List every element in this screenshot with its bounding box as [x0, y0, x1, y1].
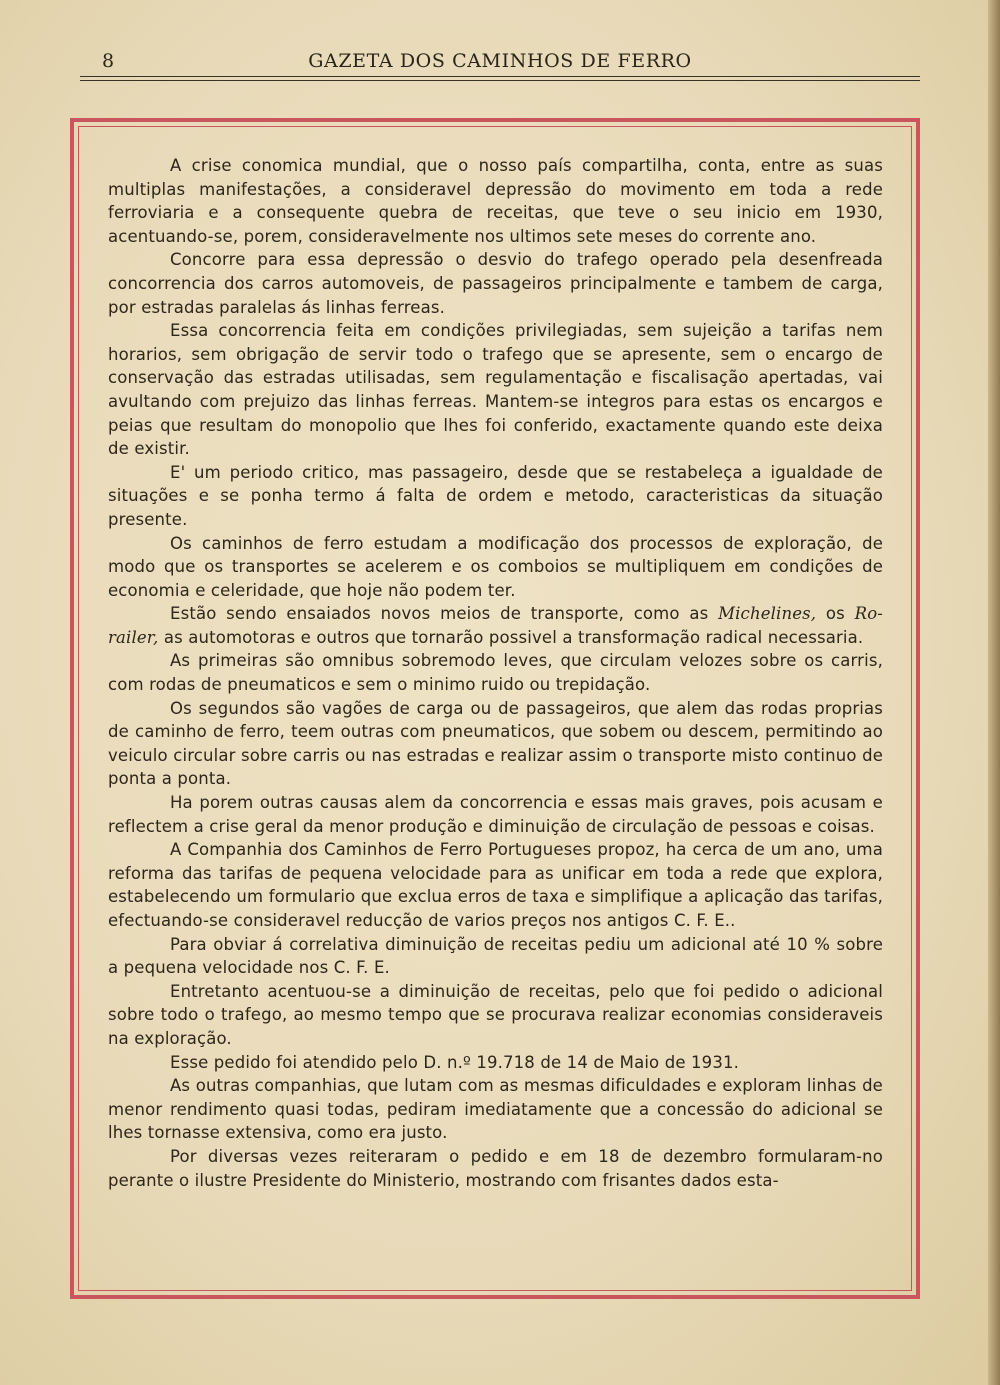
header-rule [80, 80, 920, 81]
paragraph-text: os [816, 604, 855, 624]
paragraph: Ha porem outras causas alem da concorrencia e essas mais graves, pois acusam e reflectem a crise geral da menor produção e diminuição de circulação de pessoas e coisas. [108, 793, 883, 836]
paragraph: Para obviar á correlativa diminuição de receitas pediu um adicional até 10 % sobre a pequena velocidade nos C. F. E. [108, 934, 883, 978]
paragraph: Por diversas vezes reiteraram o pedido e em 18 de dezembro formularam-no perante o ilustre Presidente do Ministerio, mostrando com frisantes dados esta- [108, 1146, 883, 1190]
paragraph: A Companhia dos Caminhos de Ferro Portugueses propoz, ha cerca de um ano, uma reforma das tarifas de pequena velocidade para as unificar em toda a rede que explora, estabelecendo um formulario que exclua erros de taxa e simplifique a aplicação das tarifas, efectuando-se consideravel reducção de varios preços nos antigos C. F. E.. [108, 840, 883, 930]
paragraph-text: as automotoras e outros que tornarão possivel a transformação radical necessaria. [158, 627, 864, 647]
paragraph: As primeiras são omnibus sobremodo leves, que circulam velozes sobre os carris, com rodas de pneumaticos e sem o minimo ruido ou trepidação. [108, 651, 883, 695]
paragraph-new-transport [108, 602, 883, 649]
paragraph: A crise conomica mundial, que o nosso país compartilha, conta, entre as suas multiplas manifestações, a consideravel depressão do movimento em toda a rede ferroviaria e a consequente quebra de receitas, que teve o seu inicio em 1930, acentuando-se, porem, consideravelmente nos ultimos sete meses do corrente ano. [108, 156, 883, 246]
italic-term: Ro-railer, [108, 604, 884, 647]
paragraph: Essa concorrencia feita em condições privilegiadas, sem sujeição a tarifas nem horarios, sem obrigação de servir todo o trafego que se apresente, sem o encargo de conservação das estradas utilisadas, sem regulamentação e fiscalisação apertadas, vai avultando com prejuizo das linhas ferreas. Mantem-se integros para estas os encargos e peias que resultam do monopolio que lhes foi conferido, exactamente quando este deixa de existir. [108, 321, 883, 459]
paragraph: Os caminhos de ferro estudam a modificação dos processos de exploração, de modo que os transportes se acelerem e os comboios se multipliquem em condições de economia e celeridade, que hoje não podem ter. [108, 533, 883, 600]
paragraph: Esse pedido foi atendido pelo D. n.º 19.718 de 14 de Maio de 1931. [170, 1052, 740, 1072]
page-number: 8 [102, 50, 115, 72]
paragraph: Concorre para essa depressão o desvio do trafego operado pela desenfreada concorrencia dos carros automoveis, de passageiros principalmente e tambem de carga, por estradas paralelas ás linhas ferreas. [108, 250, 883, 317]
paragraph: E' um periodo critico, mas passageiro, desde que se restabeleça a igualdade de situações e se ponha termo á falta de ordem e metodo, caracteristicas da situação presente. [108, 462, 883, 529]
journal-title: GAZETA DOS CAMINHOS DE FERRO [308, 50, 692, 72]
paragraph: Entretanto acentuou-se a diminuição de receitas, pelo que foi pedido o adicional sobre todo o trafego, ao mesmo tempo que se procurava realizar economias consideraveis na exploração. [108, 981, 883, 1048]
paragraph-text: Estão sendo ensaiados novos meios de transporte, como as [170, 604, 719, 624]
paragraph: As outras companhias, que lutam com as mesmas dificuldades e exploram linhas de menor rendimento quasi todas, pediram imediatamente que a concessão do adicional se lhes tornasse extensiva, como era justo. [108, 1076, 883, 1143]
italic-term: Michelines, [718, 604, 817, 624]
article-body [108, 154, 883, 1192]
paragraph: Os segundos são vagões de carga ou de passageiros, que alem das rodas proprias de caminho de ferro, teem outras com pneumaticos, que sobem ou descem, permitindo ao veiculo circular sobre carris ou nas estradas e realizar assim o transporte misto continuo de ponta a ponta. [108, 698, 883, 789]
running-header [80, 46, 920, 77]
page-edge-shadow [988, 0, 1000, 1385]
